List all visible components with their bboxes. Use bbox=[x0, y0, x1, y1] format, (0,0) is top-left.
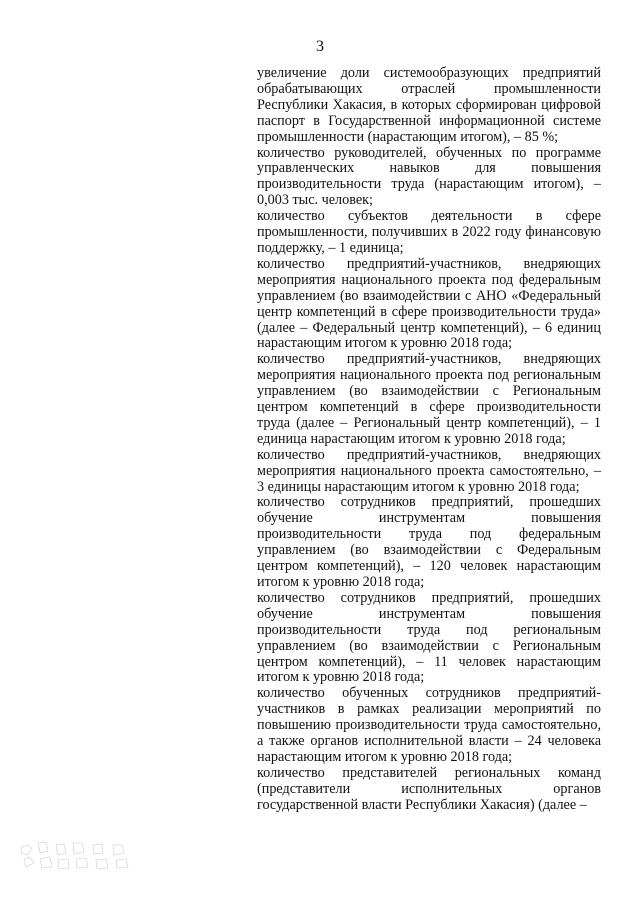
paragraph-7: количество сотрудников предприятий, прошедших обучение инструментам повышения производительности труда под федеральным управлением (во взаимодействии с Федеральным центром компетенций), – 120 человек нарастающим итогом к уровню 2018 года; bbox=[257, 494, 601, 590]
paragraph-4: количество предприятий-участников, внедряющих мероприятия национального проекта под федеральным управлением (во взаимодействии с АНО «Федеральный центр компетенций в сфере производительности труда» (далее – Федеральный центр компетенций), – 6 единиц нарастающим итогом к уровню 2018 года; bbox=[257, 255, 601, 352]
paragraph-10: количество представителей региональных команд (представители исполнительных органов государственной власти Республики Хакасия) (далее – bbox=[257, 764, 601, 813]
document-body bbox=[257, 66, 601, 814]
paragraph-9: количество обученных сотрудников предприятий-участников в рамках реализации мероприятий по повышению производительности труда самостоятельно, а также органов исполнительной власти – 24 человека нарастающим итогом к уровню 2018 года; bbox=[257, 685, 601, 765]
paragraph-2: количество руководителей, обученных по программе управленческих навыков для повышения производительности труда (нарастающим итогом), – 0,003 тыс. человек; bbox=[257, 144, 601, 209]
paragraph-8: количество сотрудников предприятий, прошедших обучение инструментам повышения производительности труда под региональным управлением (во взаимодействии с Региональным центром компетенций), – 11 человек нарастающим итогом к уровню 2018 года; bbox=[257, 589, 601, 686]
paragraph-3: количество субъектов деятельности в сфере промышленности, получивших в 2022 году финансовую поддержку, – 1 единица; bbox=[257, 208, 601, 256]
faint-stamp-mark bbox=[18, 833, 136, 875]
paragraph-6: количество предприятий-участников, внедряющих мероприятия национального проекта самостоятельно, – 3 единицы нарастающим итогом к уровню 2018 года; bbox=[257, 446, 601, 495]
paragraph-1: увеличение доли системообразующих предприятий обрабатывающих отраслей промышленности Республики Хакасия, в которых сформирован цифровой паспорт в Государственной информационной системе промышленности (нарастающим итогом), – 85 %; bbox=[257, 65, 601, 145]
paragraph-5: количество предприятий-участников, внедряющих мероприятия национального проекта под региональным управлением (во взаимодействии с Региональным центром компетенций в сфере производительности труда (далее – Региональный центр компетенций), – 1 единица нарастающим итогом к уровню 2018 года; bbox=[257, 351, 601, 447]
page-number: 3 bbox=[316, 38, 324, 55]
